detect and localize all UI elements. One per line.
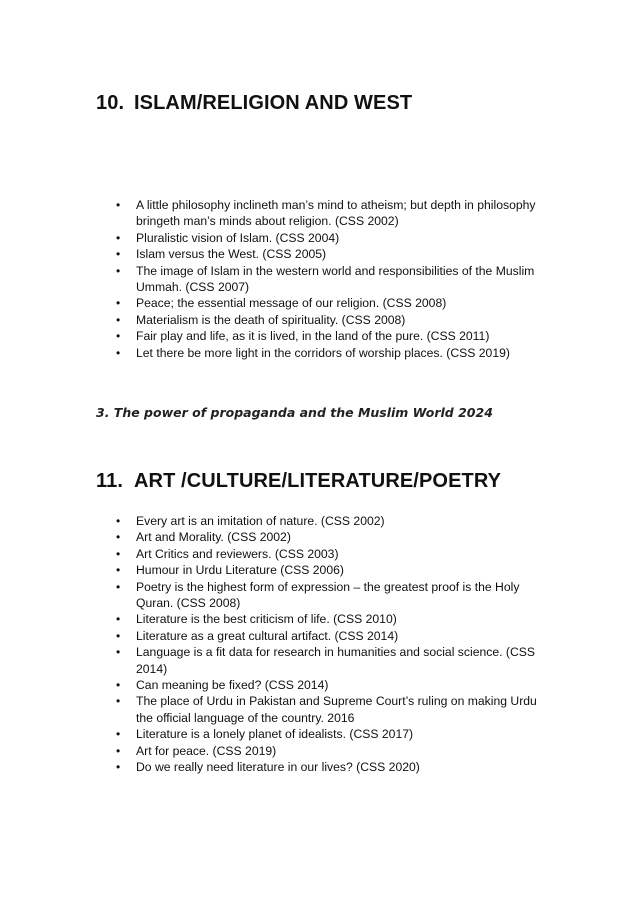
- list-item: • Humour in Urdu Literature (CSS 2006): [116, 562, 556, 578]
- list-item: • Islam versus the West. (CSS 2005): [116, 246, 556, 262]
- section-number: 11.: [96, 470, 123, 492]
- list-item: • Literature is the best criticism of life. (CSS 2010): [116, 611, 556, 627]
- section-title: ISLAM/RELIGION AND WEST: [134, 92, 413, 114]
- handwritten-note: 3. The power of propaganda and the Muslim World 2024: [96, 405, 493, 420]
- list-item: • Let there be more light in the corridors of worship places. (CSS 2019): [116, 345, 556, 361]
- list-item: • Fair play and life, as it is lived, in the land of the pure. (CSS 2011): [116, 328, 556, 344]
- list-item: • Poetry is the highest form of expression – the greatest proof is the Holy Quran. (CSS 2008): [116, 579, 556, 612]
- list-item: • Can meaning be fixed? (CSS 2014): [116, 677, 556, 693]
- list-item: • Art Critics and reviewers. (CSS 2003): [116, 546, 556, 562]
- section-heading-art-culture-literature-poetry: [96, 470, 501, 493]
- section-title: ART /CULTURE/LITERATURE/POETRY: [134, 470, 502, 492]
- list-item: • Every art is an imitation of nature. (CSS 2002): [116, 513, 556, 529]
- list-item: • Language is a fit data for research in humanities and social science. (CSS 2014): [116, 644, 556, 677]
- list-item: • A little philosophy inclineth man’s mind to atheism; but depth in philosophy bringeth man’s minds about religion. (CSS 2002): [116, 197, 556, 230]
- list-item: • The place of Urdu in Pakistan and Supreme Court’s ruling on making Urdu the official language of the country. 2016: [116, 693, 556, 726]
- topic-list-art: [116, 513, 556, 776]
- list-item: • Pluralistic vision of Islam. (CSS 2004): [116, 230, 556, 246]
- section-heading-islam-religion-west: [96, 92, 412, 115]
- list-item: • The image of Islam in the western world and responsibilities of the Muslim Ummah. (CSS 2007): [116, 263, 556, 296]
- list-item: • Peace; the essential message of our religion. (CSS 2008): [116, 295, 556, 311]
- list-item: • Materialism is the death of spirituality. (CSS 2008): [116, 312, 556, 328]
- topic-list-islam: [116, 197, 556, 361]
- section-number: 10.: [96, 92, 125, 114]
- list-item: • Literature as a great cultural artifact. (CSS 2014): [116, 628, 556, 644]
- list-item: • Art for peace. (CSS 2019): [116, 743, 556, 759]
- list-item: • Art and Morality. (CSS 2002): [116, 529, 556, 545]
- list-item: • Do we really need literature in our lives? (CSS 2020): [116, 759, 556, 775]
- list-item: • Literature is a lonely planet of idealists. (CSS 2017): [116, 726, 556, 742]
